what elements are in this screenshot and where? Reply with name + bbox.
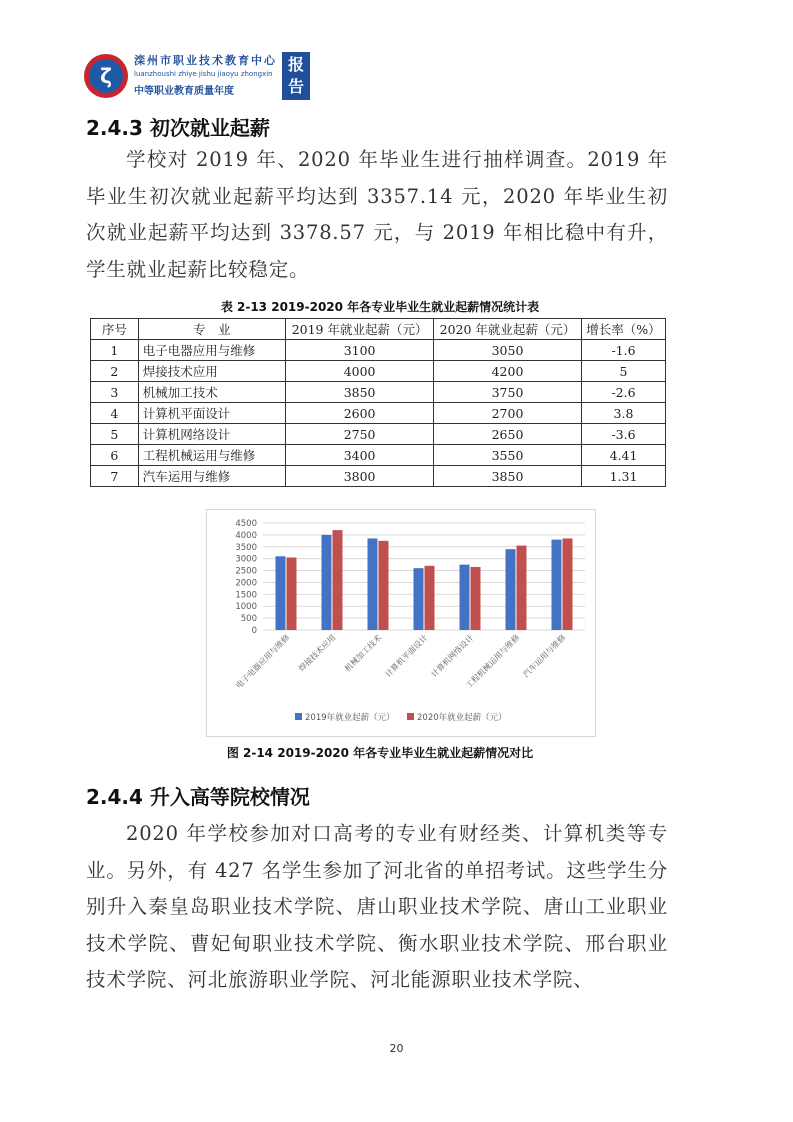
- table-row: [91, 424, 666, 445]
- cell-2020: 2700: [434, 403, 582, 424]
- y-tick-label: 1500: [235, 590, 257, 601]
- bar-2019: [460, 565, 470, 630]
- cell-growth: 3.8: [581, 403, 665, 424]
- legend-entry: 2020年就业起薪（元）: [417, 713, 507, 723]
- cell-major: 计算机网络设计: [138, 424, 285, 445]
- cell-2020: 4200: [434, 361, 582, 382]
- bar-2019: [322, 535, 332, 630]
- cell-index: 5: [91, 424, 139, 445]
- y-tick-label: 2000: [235, 578, 257, 589]
- legend-swatch: [407, 713, 414, 720]
- bar-2019: [506, 549, 516, 630]
- emblem-icon: ζ: [84, 54, 128, 98]
- table-header-row: [91, 319, 666, 340]
- cell-major: 计算机平面设计: [138, 403, 285, 424]
- salary-table: [90, 318, 666, 487]
- cell-index: 6: [91, 445, 139, 466]
- cell-major: 电子电器应用与维修: [138, 340, 285, 361]
- x-tick-label: 汽车运用与维修: [521, 633, 568, 680]
- cell-2019: 2600: [286, 403, 434, 424]
- cell-2020: 3550: [434, 445, 582, 466]
- cell-index: 1: [91, 340, 139, 361]
- cell-growth: 1.31: [581, 466, 665, 487]
- cell-2020: 2650: [434, 424, 582, 445]
- cell-index: 3: [91, 382, 139, 403]
- bar-2019: [414, 568, 424, 630]
- cell-2019: 2750: [286, 424, 434, 445]
- higher-education-paragraph: 2020 年学校参加对口高考的专业有财经类、计算机类等专业。另外，有 427 名学生参加了河北省的单招考试。这些学生分别升入秦皇岛职业技术学院、唐山职业技术学院、唐山工业职业技术学院、曹妃甸职业技术学院、衡水职业技术学院、邢台职业技术学院、河北旅游职业学院、河北能源职业技术学院、: [86, 822, 668, 991]
- cell-major: 工程机械运用与维修: [138, 445, 285, 466]
- cell-growth: 4.41: [581, 445, 665, 466]
- y-tick-label: 1000: [235, 602, 257, 613]
- page-number: 20: [389, 1042, 404, 1055]
- header-2020: 2020 年就业起薪（元）: [434, 319, 582, 340]
- figure-caption: 图 2-14 2019-2020 年各专业毕业生就业起薪情况对比: [226, 746, 534, 760]
- cell-index: 2: [91, 361, 139, 382]
- bar-2020: [333, 530, 343, 630]
- cell-growth: -3.6: [581, 424, 665, 445]
- cell-growth: -2.6: [581, 382, 665, 403]
- salary-paragraph: 学校对 2019 年、2020 年毕业生进行抽样调查。2019 年毕业生初次就业起薪平均达到 3357.14 元，2020 年毕业生初次就业起薪平均达到 3378.57 元，与 2019 年相比稳中有升，学生就业起薪比较稳定。: [86, 148, 668, 281]
- cell-2019: 3100: [286, 340, 434, 361]
- cell-2019: 3800: [286, 466, 434, 487]
- table-row: [91, 403, 666, 424]
- bar-2020: [425, 566, 435, 630]
- bar-2019: [552, 540, 562, 630]
- report-badge: 报告: [282, 52, 310, 100]
- x-tick-label: 电子电器应用与维修: [234, 633, 292, 691]
- legend-entry: 2019年就业起薪（元）: [305, 713, 395, 723]
- cell-index: 4: [91, 403, 139, 424]
- report-title: 中等职业教育质量年度: [134, 86, 234, 97]
- table-caption: 表 2-13 2019-2020 年各专业毕业生就业起薪情况统计表: [220, 300, 540, 314]
- cell-major: 焊接技术应用: [138, 361, 285, 382]
- cell-2019: 3850: [286, 382, 434, 403]
- x-tick-label: 计算机平面设计: [383, 633, 430, 680]
- x-tick-label: 工程机械运用与维修: [464, 633, 522, 691]
- table-row: [91, 382, 666, 403]
- y-tick-label: 500: [240, 614, 257, 625]
- org-pinyin: luanzhoushi zhiye jishu jiaoyu zhongxin: [134, 70, 273, 78]
- y-tick-label: 3500: [235, 542, 257, 553]
- section-heading-salary: 2.4.3 初次就业起薪: [86, 116, 270, 140]
- chart-svg: [207, 510, 595, 736]
- table-row: [91, 340, 666, 361]
- table-row: [91, 361, 666, 382]
- bar-2020: [563, 538, 573, 630]
- x-tick-label: 机械加工技术: [343, 633, 384, 674]
- header-major: 专 业: [138, 319, 285, 340]
- cell-growth: -1.6: [581, 340, 665, 361]
- y-tick-label: 4000: [235, 530, 257, 541]
- cell-2020: 3750: [434, 382, 582, 403]
- bar-2020: [471, 567, 481, 630]
- bar-2020: [517, 546, 527, 630]
- y-tick-label: 2500: [235, 566, 257, 577]
- header-index: 序号: [91, 319, 139, 340]
- table-row: [91, 466, 666, 487]
- y-tick-label: 3000: [235, 554, 257, 565]
- cell-2019: 3400: [286, 445, 434, 466]
- section-heading-higher-education: 2.4.4 升入高等院校情况: [86, 785, 310, 809]
- cell-2020: 3050: [434, 340, 582, 361]
- org-name: 滦州市职业技术教育中心: [134, 54, 277, 67]
- bar-2019: [276, 556, 286, 630]
- salary-chart: [206, 509, 596, 737]
- school-logo: [84, 50, 312, 102]
- header-2019: 2019 年就业起薪（元）: [286, 319, 434, 340]
- cell-growth: 5: [581, 361, 665, 382]
- y-tick-label: 0: [251, 626, 257, 636]
- legend-swatch: [295, 713, 302, 720]
- cell-major: 机械加工技术: [138, 382, 285, 403]
- cell-index: 7: [91, 466, 139, 487]
- x-tick-label: 计算机网络设计: [429, 633, 476, 680]
- y-tick-label: 4500: [235, 519, 257, 529]
- cell-major: 汽车运用与维修: [138, 466, 285, 487]
- cell-2020: 3850: [434, 466, 582, 487]
- bar-2020: [379, 541, 389, 630]
- x-tick-label: 焊接技术应用: [297, 633, 338, 674]
- table-row: [91, 445, 666, 466]
- header-growth: 增长率（%）: [581, 319, 665, 340]
- cell-2019: 4000: [286, 361, 434, 382]
- bar-2020: [287, 557, 297, 630]
- bar-2019: [368, 538, 378, 630]
